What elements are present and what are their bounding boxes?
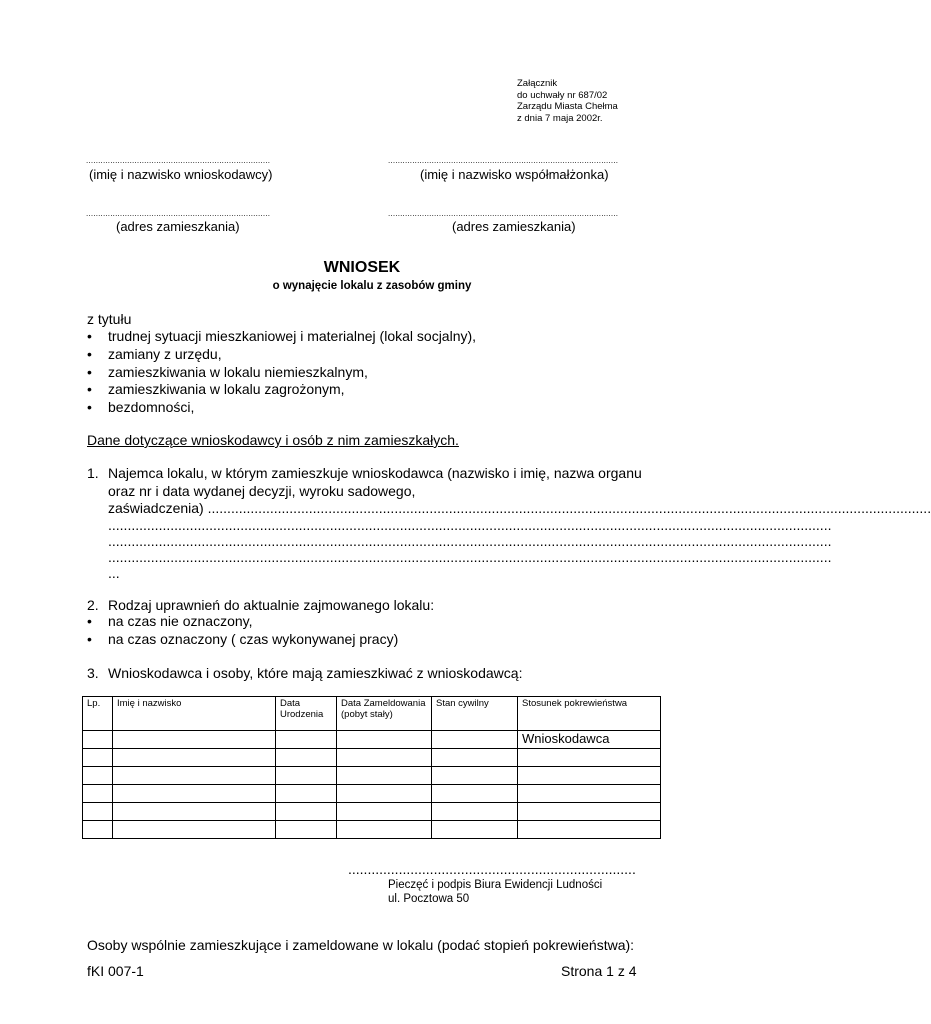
table-cell[interactable]	[276, 821, 337, 839]
grounds-list	[87, 328, 476, 417]
q1-line: zaświadczenia)	[108, 500, 204, 516]
grounds-option[interactable]: • bezdomności,	[87, 399, 476, 417]
q2-option[interactable]: • na czas oznaczony ( czas wykonywanej pracy)	[87, 631, 398, 649]
q1-answer-line[interactable]: ..........................................................................................................................................................................................	[108, 549, 832, 565]
q1-line: oraz nr i data wydanej decyzji, wyroku sadowego,	[108, 483, 416, 499]
attachment-line: Załącznik	[517, 78, 558, 89]
grounds-option[interactable]: • zamiany z urzędu,	[87, 346, 476, 364]
table-cell[interactable]	[518, 767, 661, 785]
col-header-relation: Stosunek pokrewieństwa	[518, 697, 661, 731]
cohabitants-heading: Osoby wspólnie zamieszkujące i zameldowane w lokalu (podać stopień pokrewieństwa):	[87, 937, 635, 953]
table-cell[interactable]	[113, 821, 276, 839]
q1-line: Najemca lokalu, w którym zamieszkuje wnioskodawca (nazwisko i imię, nazwa organu	[108, 465, 642, 481]
grounds-option[interactable]: • zamieszkiwania w lokalu zagrożonym,	[87, 381, 476, 399]
table-row	[83, 821, 661, 839]
table-cell[interactable]	[432, 749, 518, 767]
table-cell[interactable]	[276, 785, 337, 803]
spouse-name-caption: (imię i nazwisko współmałżonka)	[420, 167, 609, 182]
signature-caption-line: ul. Pocztowa 50	[388, 893, 470, 905]
signature-caption	[388, 878, 602, 906]
table-cell[interactable]	[518, 749, 661, 767]
applicant-name-field[interactable]: ............................................................................	[86, 156, 271, 165]
table-row	[83, 767, 661, 785]
table-cell[interactable]	[432, 821, 518, 839]
q3-number: 3.	[87, 665, 99, 681]
table-cell[interactable]	[83, 767, 113, 785]
table-cell[interactable]	[113, 767, 276, 785]
signature-field[interactable]: ..........................................................................	[348, 861, 636, 877]
spouse-address-field[interactable]: ...............................................................................................	[388, 209, 619, 218]
table-cell[interactable]	[113, 731, 276, 749]
table-cell[interactable]	[518, 785, 661, 803]
grounds-option[interactable]: • zamieszkiwania w lokalu niemieszkalnym,	[87, 364, 476, 382]
table-cell[interactable]	[113, 785, 276, 803]
table-row	[83, 731, 661, 749]
spouse-address-caption: (adres zamieszkania)	[452, 219, 576, 234]
dots: ..........................................................................................................................................................................................	[207, 500, 931, 516]
col-header-birth-date: Data Urodzenia	[276, 697, 337, 731]
table-cell[interactable]	[337, 731, 432, 749]
attachment-line: do uchwały nr 687/02	[517, 89, 608, 101]
form-title: WNIOSEK	[323, 259, 401, 276]
q1-answer-line[interactable]: ..........................................................................................................................................................................................	[108, 517, 832, 533]
table-cell[interactable]	[337, 749, 432, 767]
relation-cell-applicant: Wnioskodawca	[518, 731, 661, 749]
spouse-name-field[interactable]: ...............................................................................................	[388, 156, 619, 165]
table-cell[interactable]	[337, 767, 432, 785]
grounds-intro: z tytułu	[87, 311, 132, 327]
attachment-line: z dnia 7 maja 2002r.	[517, 112, 603, 124]
table-cell[interactable]	[276, 749, 337, 767]
applicant-name-caption: (imię i nazwisko wnioskodawcy)	[89, 167, 273, 182]
table-cell[interactable]	[518, 821, 661, 839]
q2-text: Rodzaj uprawnień do aktualnie zajmowanego lokalu:	[108, 597, 435, 613]
table-row	[83, 803, 661, 821]
q1-answer-line[interactable]: ..........................................................................................................................................................................................	[108, 533, 832, 549]
table-cell[interactable]	[83, 731, 113, 749]
applicant-address-caption: (adres zamieszkania)	[116, 219, 240, 234]
col-header-marital-status: Stan cywilny	[432, 697, 518, 731]
residents-table	[82, 696, 661, 839]
table-cell[interactable]	[83, 785, 113, 803]
table-row	[83, 749, 661, 767]
section-heading: Dane dotyczące wnioskodawcy i osób z nim zamieszkałych.	[87, 432, 459, 448]
table-cell[interactable]	[337, 785, 432, 803]
table-cell[interactable]	[518, 803, 661, 821]
table-cell[interactable]	[83, 749, 113, 767]
q2-number: 2.	[87, 597, 99, 613]
table-header-row	[83, 697, 661, 731]
table-cell[interactable]	[432, 731, 518, 749]
form-subtitle: o wynajęcie lokalu z zasobów gminy	[272, 280, 472, 292]
table-cell[interactable]	[276, 767, 337, 785]
table-cell[interactable]	[276, 803, 337, 821]
col-header-registration-date: Data Zameldowania (pobyt stały)	[337, 697, 432, 731]
q2-options	[87, 613, 398, 649]
col-header-name: Imię i nazwisko	[113, 697, 276, 731]
table-cell[interactable]	[83, 803, 113, 821]
q1-number: 1.	[87, 465, 99, 481]
page-number: Strona 1 z 4	[561, 963, 637, 979]
table-cell[interactable]	[432, 785, 518, 803]
table-cell[interactable]	[83, 821, 113, 839]
q1-answer-tail: ...	[108, 565, 120, 581]
table-cell[interactable]	[113, 749, 276, 767]
grounds-option[interactable]: • trudnej sytuacji mieszkaniowej i materialnej (lokal socjalny),	[87, 328, 476, 346]
form-code: fKI 007-1	[87, 963, 144, 979]
q1-answer-line[interactable]	[108, 499, 931, 517]
table-cell[interactable]	[337, 803, 432, 821]
signature-caption-line: Pieczęć i podpis Biura Ewidencji Ludności	[388, 879, 603, 891]
col-header-lp: Lp.	[83, 697, 113, 731]
q3-text: Wnioskodawca i osoby, które mają zamieszkiwać z wnioskodawcą:	[108, 665, 523, 681]
attachment-line: Zarządu Miasta Chełma	[517, 101, 618, 112]
q2-option[interactable]: • na czas nie oznaczony,	[87, 613, 398, 631]
applicant-address-field[interactable]: ............................................................................	[86, 209, 271, 218]
table-cell[interactable]	[276, 731, 337, 749]
table-cell[interactable]	[113, 803, 276, 821]
table-cell[interactable]	[337, 821, 432, 839]
attachment-note	[517, 78, 618, 124]
table-row	[83, 785, 661, 803]
table-cell[interactable]	[432, 803, 518, 821]
table-cell[interactable]	[432, 767, 518, 785]
